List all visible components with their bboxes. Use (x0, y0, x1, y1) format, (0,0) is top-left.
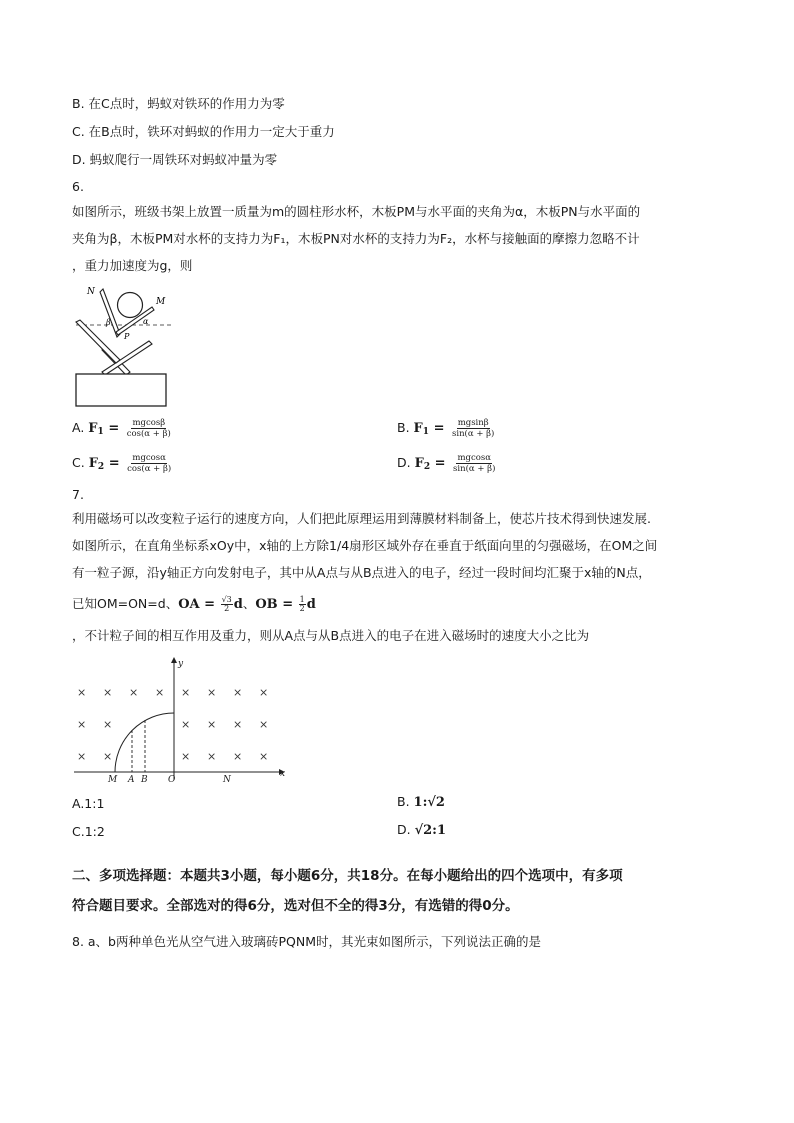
q7-option-c: C.1:2 (72, 824, 105, 839)
q6-text-line1: 如图所示，班级书架上放置一质量为m的圆柱形水杯，木板PM与水平面的夹角为α，木板PN与水平面的 (72, 204, 641, 219)
q6-option-c: C. $F_2$ = $\frac{mgcos\alpha}{\cos(\alpha + \beta)}$ (72, 453, 172, 474)
label-a: A (128, 775, 135, 784)
q6-text-line3: ，重力加速度为g，则 (72, 258, 193, 273)
cross-mark: × (77, 686, 87, 699)
label-p: P (124, 332, 130, 341)
label-m: M (108, 775, 118, 784)
cross-mark: × (129, 686, 139, 699)
cross-mark: × (233, 686, 243, 699)
q7-option-a: A.1:1 (72, 796, 105, 811)
q8-text: 8. a、b两种单色光从空气进入玻璃砖PQNM时，其光束如图所示，下列说法正确的是 (72, 934, 542, 949)
label-o: O (168, 775, 176, 784)
shelf-base (76, 374, 166, 406)
label-b: B (141, 775, 148, 784)
cross-mark: × (77, 750, 87, 763)
quarter-circle-boundary (115, 713, 174, 772)
cross-mark: × (207, 718, 217, 731)
cross-mark: × (181, 750, 191, 763)
q6-text-line2: 夹角为β，木板PM对水杯的支持力为F₁，木板PN对水杯的支持力为F₂，水杯与接触面的摩擦力忽略不计 (72, 231, 640, 246)
board-pn (100, 289, 120, 337)
label-x-axis: x (280, 769, 286, 779)
q7-text-line4: 已知OM=ON=d、OA = $\frac{√3}{2}$ d、OB = $\frac{1}{2}$ d (72, 595, 316, 613)
q7-text-line2: 如图所示，在直角坐标系xOy中，x轴的上方除1/4扇形区域外存在垂直于纸面向里的匀强磁场，在OM之间 (72, 538, 658, 553)
q7-option-d: D. √2:1 (397, 822, 447, 838)
q7-text-line3: 有一粒子源，沿y轴正方向发射电子，其中从A点与从B点进入的电子，经过一段时间均汇聚于x轴的N点， (72, 565, 651, 580)
field-crosses (77, 686, 268, 763)
cross-mark: × (77, 718, 87, 731)
section2-heading-line2: 符合题目要求。全部选对的得6分，选对但不全的得3分，有选错的得0分。 (72, 898, 519, 914)
q6-number: 6. (72, 179, 84, 194)
q5-option-b: B. 在C点时，蚂蚁对铁环的作用力为零 (72, 96, 285, 111)
label-alpha: α (143, 317, 149, 326)
cross-mark: × (233, 718, 243, 731)
water-cup-circle (118, 293, 143, 318)
cross-mark: × (155, 686, 165, 699)
cross-mark: × (103, 750, 113, 763)
cross-mark: × (207, 686, 217, 699)
q6-option-b: B. $F_1$ = $\frac{mgsin\beta}{\sin(\alpha + \beta)}$ (397, 418, 495, 439)
label-y-axis: y (178, 659, 184, 669)
q7-magnetic-field-figure (72, 652, 292, 784)
q7-text-line1: 利用磁场可以改变粒子运行的速度方向，人们把此原理运用到薄膜材料制备上，使芯片技术得到快速发展. (72, 511, 651, 526)
section2-heading-line1: 二、多项选择题：本题共3小题，每小题6分，共18分。在每小题给出的四个选项中，有多项 (72, 868, 623, 884)
q6-shelf-figure (72, 282, 182, 410)
q5-option-c: C. 在B点时，铁环对蚂蚁的作用力一定大于重力 (72, 124, 335, 139)
q7-option-b: B. 1:√2 (397, 794, 445, 810)
label-beta: β (106, 318, 111, 327)
q5-option-d: D. 蚂蚁爬行一周铁环对蚂蚁冲量为零 (72, 152, 278, 167)
cross-mark: × (207, 750, 217, 763)
q7-number: 7. (72, 487, 84, 502)
q7-text-line5: ，不计粒子间的相互作用及重力，则从A点与从B点进入的电子在进入磁场时的速度大小之比为 (72, 628, 590, 643)
label-n: N (87, 287, 95, 297)
cross-mark: × (103, 718, 113, 731)
cross-mark: × (181, 686, 191, 699)
cross-mark: × (259, 718, 269, 731)
cross-mark: × (181, 718, 191, 731)
cross-mark: × (233, 750, 243, 763)
cross-mark: × (259, 750, 269, 763)
cross-mark: × (259, 686, 269, 699)
label-m: M (156, 297, 166, 307)
cross-mark: × (103, 686, 113, 699)
q6-option-a: A. $F_1$ = $\frac{mgcos\beta}{\cos(\alpha + \beta)}$ (72, 418, 171, 439)
q6-option-d: D. $F_2$ = $\frac{mgcos\alpha}{\sin(\alpha + \beta)}$ (397, 453, 496, 474)
label-n: N (223, 775, 231, 784)
